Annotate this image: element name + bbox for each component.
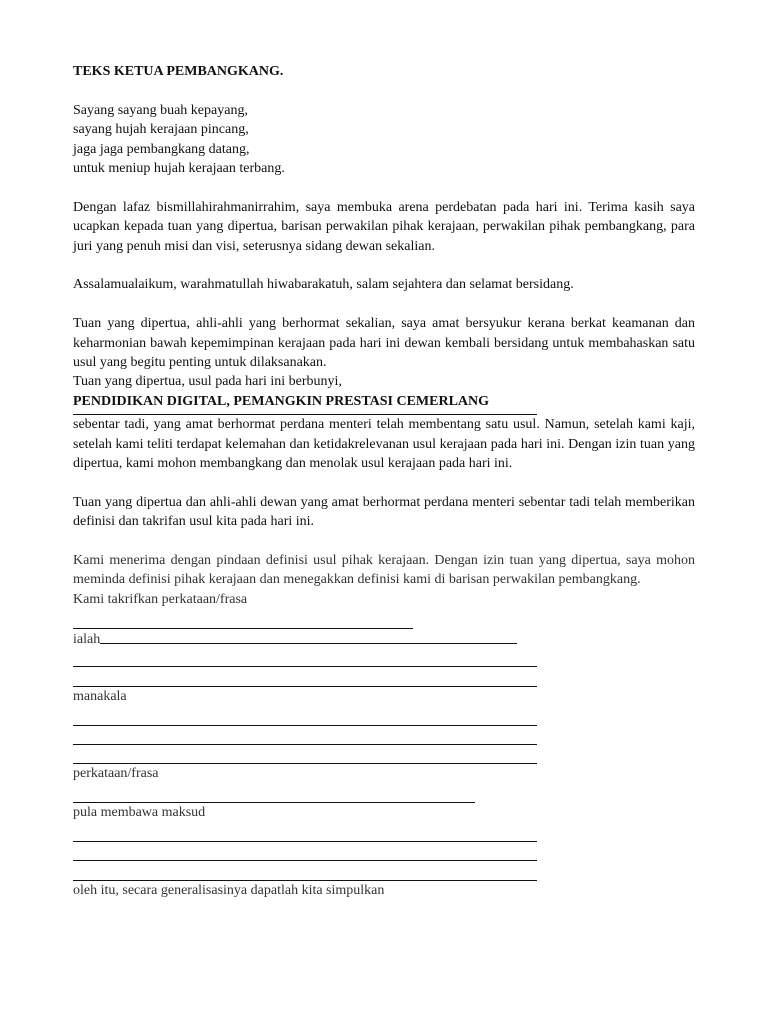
blank-line <box>73 745 537 764</box>
opening-paragraph: Dengan lafaz bismillahirahmanirrahim, saya membuka arena perdebatan pada hari ini. Terima kasih saya ucapkan kepada tuan yang dipertua, barisan perwakilan pihak kerajaan, perwakilan pihak pembangkang, para juri yang penuh misi dan visi, seterusnya sidang dewan sekalian. <box>73 199 695 254</box>
manakala-label: manakala <box>73 688 127 704</box>
pula-label: pula membawa maksud <box>73 805 206 821</box>
blank-line <box>73 784 475 803</box>
definition-given-paragraph: Tuan yang dipertua dan ahli-ahli dewan yang amat berhormat perdana menteri sebentar tadi telah memberikan definisi dan takrifan usul kita pada hari ini. <box>73 494 695 530</box>
blank-line <box>73 648 537 667</box>
poem-line: jaga jaga pembangkang datang, <box>73 141 250 157</box>
document-body <box>73 62 695 900</box>
blank-line <box>73 609 413 628</box>
objection-paragraph: sebentar tadi, yang amat berhormat perdana menteri telah membentang satu usul. Namun, setelah kami kaji, setelah kami teliti terdapat kelemahan dan ketidakrelevanan usul kerajaan pada hari ini. Dengan izin tuan yang dipertua, kami mohon membangkang dan menolak usul kerajaan pada hari ini. <box>73 417 695 472</box>
motion-intro: Tuan yang dipertua, usul pada hari ini berbunyi, <box>73 374 342 390</box>
blank-line <box>73 706 537 725</box>
conclusion-label: oleh itu, secara generalisasinya dapatlah kita simpulkan <box>73 882 385 898</box>
poem-line: sayang hujah kerajaan pincang, <box>73 122 249 138</box>
document-heading: TEKS KETUA PEMBANGKANG. <box>73 64 284 79</box>
opening-poem <box>73 101 695 179</box>
ialah-label: ialah <box>73 632 101 648</box>
define-label: Kami takrifkan perkataan/frasa <box>73 591 248 607</box>
blank-line <box>73 726 537 745</box>
poem-line: untuk meniup hujah kerajaan terbang. <box>73 161 285 177</box>
accept-paragraph: Kami menerima dengan pindaan definisi usul pihak kerajaan. Dengan izin tuan yang dipertua, saya mohon meminda definisi pihak kerajaan dan menegakkan definisi kami di barisan perwakilan pembangkang. <box>73 553 695 588</box>
thanks-paragraph: Tuan yang dipertua, ahli-ahli yang berhormat sekalian, saya amat bersyukur kerana berkat keamanan dan keharmonian bawah kepemimpinan kerajaan pada hari ini dewan kembali bersidang untuk membahaskan satu usul yang begitu penting untuk dilaksanakan. <box>73 316 695 371</box>
blank-line <box>73 667 537 686</box>
blank-line <box>100 629 517 644</box>
blank-line <box>73 861 537 880</box>
ialah-row <box>73 629 695 648</box>
motion-title: PENDIDIKAN DIGITAL, PEMANGKIN PRESTASI CEMERLANG <box>73 393 490 409</box>
greeting-paragraph: Assalamualaikum, warahmatullah hiwabarakatuh, salam sejahtera dan selamat bersidang. <box>73 277 574 293</box>
blank-line <box>73 823 537 842</box>
perkataan-label: perkataan/frasa <box>73 766 159 782</box>
poem-line: Sayang sayang buah kepayang, <box>73 102 248 118</box>
blank-line <box>73 842 537 861</box>
motion-title-block <box>73 392 537 415</box>
